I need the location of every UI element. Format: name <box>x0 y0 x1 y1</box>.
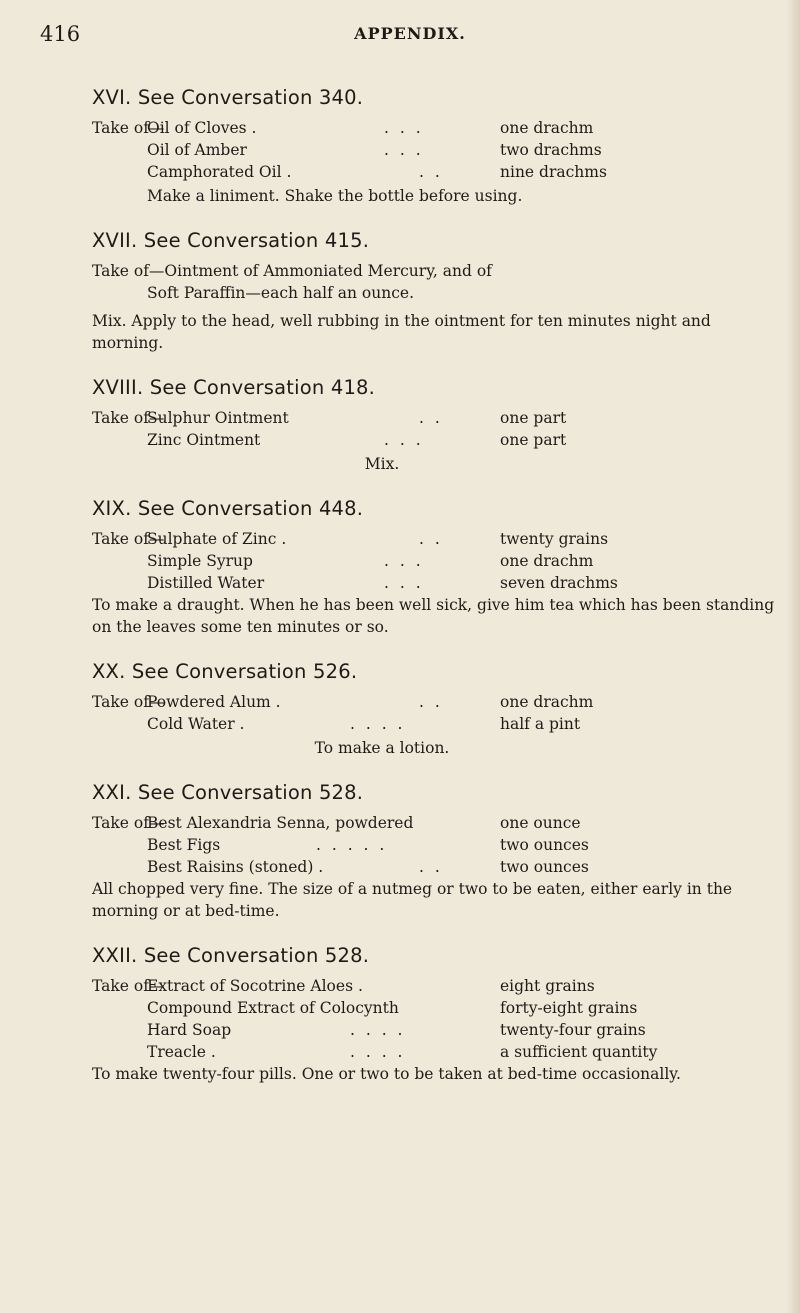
leader-dots: . . <box>419 163 443 181</box>
recipe-xix <box>92 497 782 638</box>
ingredient-name: Best Raisins (stoned) . <box>147 858 324 876</box>
ingredient-row <box>92 572 782 594</box>
ingredient-name: Camphorated Oil . <box>147 163 292 181</box>
recipe-heading: XXI. See Conversation 528. <box>92 781 364 804</box>
ingredient-name: Sulphur Ointment <box>147 409 289 427</box>
recipe-xx <box>92 660 782 759</box>
recipe-heading: XVI. See Conversation 340. <box>92 86 364 109</box>
recipe-xviii <box>92 376 782 475</box>
ingredient-row <box>92 429 782 451</box>
leader-dots: . . . . . <box>316 836 388 854</box>
ingredient-amount: one part <box>500 431 567 449</box>
ingredient-text: Soft Paraffin—each half an ounce. <box>147 284 414 302</box>
recipe-xxi <box>92 781 782 922</box>
ingredient-name: Simple Syrup <box>147 552 253 570</box>
ingredient-name: Oil of Cloves . <box>147 119 257 137</box>
ingredient-row <box>92 161 782 183</box>
take-of-label: Take of— <box>92 530 165 548</box>
leader-dots: . . <box>419 409 443 427</box>
leader-dots: . . . <box>384 141 424 159</box>
ingredient-amount: twenty-four grains <box>500 1021 646 1039</box>
take-of-label: Take of— <box>92 814 165 832</box>
ingredient-amount: one ounce <box>500 814 581 832</box>
recipe-note: To make a draught. When he has been well sick, give him tea which has been standing on the leaves some ten minutes or so. <box>92 596 775 636</box>
ingredient-name: Oil of Amber <box>147 141 247 159</box>
ingredient-name: Best Alexandria Senna, powdered <box>147 814 414 832</box>
ingredient-row <box>92 691 782 713</box>
recipe-note: To make a lotion. <box>314 739 450 757</box>
recipe-note: Mix. Apply to the head, well rubbing in the ointment for ten minutes night and morning. <box>92 312 711 352</box>
page-header <box>40 22 780 52</box>
ingredient-name: Powdered Alum . <box>147 693 281 711</box>
take-of-label: Take of— <box>92 977 165 995</box>
ingredient-amount: half a pint <box>500 715 581 733</box>
ingredient-name: Extract of Socotrine Aloes . <box>147 977 363 995</box>
ingredient-line <box>92 282 782 304</box>
ingredient-line <box>92 260 782 282</box>
ingredient-name: Hard Soap <box>147 1021 232 1039</box>
ingredient-text: Take of—Ointment of Ammoniated Mercury, and of <box>92 262 492 280</box>
leader-dots: . . <box>419 858 443 876</box>
ingredient-amount: one drachm <box>500 119 594 137</box>
ingredient-name: Cold Water . <box>147 715 245 733</box>
ingredient-row <box>92 139 782 161</box>
leader-dots: . . . <box>384 119 424 137</box>
recipe-heading: XXII. See Conversation 528. <box>92 944 370 967</box>
recipe-heading: XVII. See Conversation 415. <box>92 229 370 252</box>
ingredient-row <box>92 117 782 139</box>
ingredient-amount: nine drachms <box>500 163 607 181</box>
leader-dots: . . . <box>384 431 424 449</box>
ingredient-row <box>92 407 782 429</box>
ingredient-row <box>92 528 782 550</box>
recipe-xxii <box>92 944 782 1085</box>
ingredient-amount: a sufficient quantity <box>500 1043 658 1061</box>
leader-dots: . . . <box>384 574 424 592</box>
ingredient-row <box>92 812 782 834</box>
recipe-list <box>92 86 782 1107</box>
ingredient-name: Treacle . <box>147 1043 216 1061</box>
recipe-note: To make twenty-four pills. One or two to be taken at bed-time occasionally. <box>92 1065 681 1083</box>
leader-dots: . . <box>419 693 443 711</box>
ingredient-row <box>92 834 782 856</box>
page-edge-shadow <box>786 0 800 1313</box>
recipe-heading: XVIII. See Conversation 418. <box>92 376 376 399</box>
ingredient-amount: two ounces <box>500 836 589 854</box>
ingredient-row <box>92 856 782 878</box>
recipe-note: Make a liniment. Shake the bottle before using. <box>147 187 523 205</box>
ingredient-name: Sulphate of Zinc . <box>147 530 287 548</box>
ingredient-row <box>92 713 782 735</box>
ingredient-row <box>92 975 782 997</box>
ingredient-amount: one drachm <box>500 552 594 570</box>
recipe-note: Mix. <box>364 455 400 473</box>
ingredient-amount: seven drachms <box>500 574 618 592</box>
take-of-label: Take of— <box>92 693 165 711</box>
leader-dots: . . <box>419 530 443 548</box>
recipe-note: All chopped very fine. The size of a nutmeg or two to be eaten, either early in the morning or at bed-time. <box>92 880 733 920</box>
ingredient-name: Distilled Water <box>147 574 265 592</box>
ingredient-name: Best Figs <box>147 836 221 854</box>
leader-dots: . . . . <box>350 1021 406 1039</box>
ingredient-amount: two ounces <box>500 858 589 876</box>
ingredient-row <box>92 1041 782 1063</box>
ingredient-amount: twenty grains <box>500 530 609 548</box>
take-of-label: Take of— <box>92 119 165 137</box>
recipe-xvii <box>92 229 782 354</box>
page-number: 416 <box>40 22 81 46</box>
leader-dots: . . . . <box>350 715 406 733</box>
recipe-xvi <box>92 86 782 207</box>
ingredient-amount: two drachms <box>500 141 602 159</box>
running-title: APPENDIX. <box>354 24 466 43</box>
recipe-heading: XX. See Conversation 526. <box>92 660 358 683</box>
leader-dots: . . . . <box>350 1043 406 1061</box>
ingredient-row <box>92 997 782 1019</box>
ingredient-amount: one part <box>500 409 567 427</box>
ingredient-amount: forty-eight grains <box>500 999 638 1017</box>
take-of-label: Take of— <box>92 409 165 427</box>
leader-dots: . . . <box>384 552 424 570</box>
recipe-heading: XIX. See Conversation 448. <box>92 497 364 520</box>
ingredient-name: Zinc Ointment <box>147 431 261 449</box>
ingredient-amount: one drachm <box>500 693 594 711</box>
ingredient-amount: eight grains <box>500 977 595 995</box>
ingredient-row <box>92 550 782 572</box>
ingredient-row <box>92 1019 782 1041</box>
ingredient-name: Compound Extract of Colocynth <box>147 999 399 1017</box>
